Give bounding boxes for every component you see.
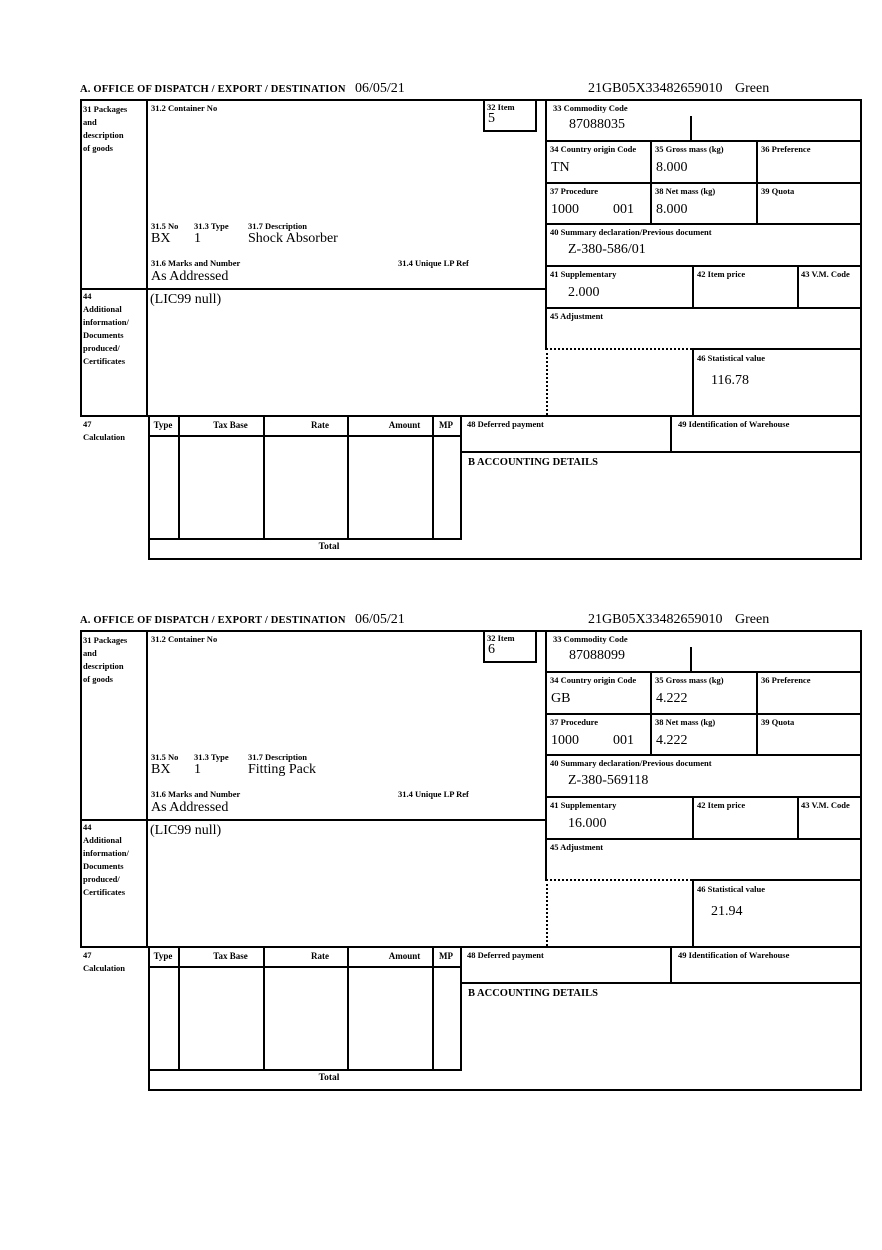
marks-numbers-value: As Addressed — [151, 800, 229, 815]
box44-label: information/ — [83, 317, 129, 327]
accounting-details-label: B ACCOUNTING DETAILS — [468, 988, 598, 999]
divider-line — [347, 946, 349, 1069]
box44-label: Documents — [83, 330, 124, 340]
divider-line — [483, 630, 485, 663]
item-price-label: 42 Item price — [697, 269, 746, 279]
divider-line — [148, 558, 862, 560]
divider-line — [797, 265, 799, 307]
office-of-dispatch-label: A. OFFICE OF DISPATCH / EXPORT / DESTINATION — [80, 615, 346, 626]
divider-line — [535, 630, 537, 663]
commodity-code-separator-line — [690, 647, 692, 671]
description-label: 31.7 Description — [248, 752, 308, 762]
box44-label: information/ — [83, 848, 129, 858]
supplementary-label: 41 Supplementary — [550, 800, 617, 810]
divider-line — [148, 946, 150, 1089]
net-mass-value: 4.222 — [656, 733, 688, 748]
supplementary-value: 16.000 — [568, 816, 607, 831]
divider-line — [545, 796, 862, 798]
divider-line — [460, 415, 462, 538]
warehouse-id-label: 49 Identification of Warehouse — [678, 950, 790, 960]
divider-line — [545, 713, 862, 715]
divider-line — [80, 99, 862, 101]
package-type-value: 1 — [194, 762, 201, 777]
routing-indicator: Green — [735, 81, 770, 96]
package-no-value: BX — [151, 762, 171, 777]
divider-line — [178, 415, 180, 538]
divider-line — [347, 415, 349, 538]
divider-line — [535, 99, 537, 132]
box31-label: and — [83, 648, 97, 658]
item-label: 32 Item — [487, 633, 515, 643]
divider-line — [432, 415, 434, 538]
col-header-amount: Amount — [388, 420, 421, 430]
net-mass-label: 38 Net mass (kg) — [655, 717, 716, 727]
divider-line — [80, 946, 862, 948]
divider-line — [460, 451, 862, 453]
previous-document-label: 40 Summary declaration/Previous document — [550, 227, 712, 237]
total-label: Total — [318, 542, 340, 552]
net-mass-label: 38 Net mass (kg) — [655, 186, 716, 196]
gross-mass-label: 35 Gross mass (kg) — [655, 144, 724, 154]
box31-label: 31 Packages — [83, 635, 128, 645]
item-number-value: 6 — [488, 642, 495, 657]
col-header-type: Type — [153, 420, 173, 430]
divider-line — [692, 265, 694, 307]
item-number-value: 5 — [488, 111, 495, 126]
divider-line — [148, 1069, 462, 1071]
dotted-divider-line — [546, 348, 548, 415]
marks-numbers-value: As Addressed — [151, 269, 229, 284]
declaration-date: 06/05/21 — [355, 81, 405, 96]
divider-line — [460, 946, 462, 1069]
divider-line — [545, 182, 862, 184]
col-header-mp: MP — [439, 951, 453, 961]
statistical-value-label: 46 Statistical value — [697, 353, 765, 363]
divider-line — [545, 671, 862, 673]
sad-form-item-6 — [80, 611, 862, 1091]
divider-line — [545, 99, 547, 350]
declaration-reference: 21GB05X33482659010 — [588, 612, 723, 627]
package-type-label: 31.3 Type — [194, 752, 229, 762]
previous-document-label: 40 Summary declaration/Previous document — [550, 758, 712, 768]
divider-line — [756, 140, 758, 223]
item-price-label: 42 Item price — [697, 800, 746, 810]
goods-description-value: Shock Absorber — [248, 231, 338, 246]
preference-label: 36 Preference — [761, 675, 811, 685]
col-header-amount: Amount — [388, 951, 421, 961]
divider-line — [860, 630, 862, 1089]
divider-line — [650, 671, 652, 754]
divider-line — [545, 838, 862, 840]
box31-label: description — [83, 661, 124, 671]
box44-label: produced/ — [83, 874, 120, 884]
container-no-label: 31.2 Container No — [151, 634, 218, 644]
divider-line — [860, 99, 862, 558]
divider-line — [483, 130, 537, 132]
dotted-divider-line — [546, 879, 548, 946]
commodity-code-value: 87088099 — [569, 648, 625, 663]
divider-line — [692, 879, 862, 881]
divider-line — [178, 946, 180, 1069]
divider-line — [460, 982, 862, 984]
goods-description-value: Fitting Pack — [248, 762, 317, 777]
total-label: Total — [318, 1073, 340, 1083]
container-no-label: 31.2 Container No — [151, 103, 218, 113]
divider-line — [650, 140, 652, 223]
gross-mass-value: 4.222 — [656, 691, 688, 706]
statistical-value: 116.78 — [711, 373, 749, 388]
col-header-rate: Rate — [311, 420, 329, 430]
divider-line — [483, 99, 485, 132]
divider-line — [756, 671, 758, 754]
box31-label: description — [83, 130, 124, 140]
statistical-value-label: 46 Statistical value — [697, 884, 765, 894]
procedure-value: 1000 — [551, 202, 579, 217]
quota-label: 39 Quota — [761, 186, 795, 196]
adjustment-label: 45 Adjustment — [550, 311, 604, 321]
marks-numbers-label: 31.6 Marks and Number — [151, 789, 241, 799]
divider-line — [692, 879, 694, 946]
divider-line — [483, 661, 537, 663]
declaration-reference: 21GB05X33482659010 — [588, 81, 723, 96]
country-origin-value: TN — [551, 160, 570, 175]
adjustment-label: 45 Adjustment — [550, 842, 604, 852]
box31-label: of goods — [83, 143, 113, 153]
divider-line — [80, 630, 862, 632]
divider-line — [263, 946, 265, 1069]
package-type-value: 1 — [194, 231, 201, 246]
box44-label: Additional — [83, 835, 122, 845]
box44-label: Certificates — [83, 887, 126, 897]
description-label: 31.7 Description — [248, 221, 308, 231]
divider-line — [692, 348, 862, 350]
divider-line — [692, 796, 694, 838]
package-no-label: 31.5 No — [151, 752, 179, 762]
quota-label: 39 Quota — [761, 717, 795, 727]
gross-mass-label: 35 Gross mass (kg) — [655, 675, 724, 685]
box44-label: produced/ — [83, 343, 120, 353]
divider-line — [80, 99, 82, 417]
divider-line — [545, 223, 862, 225]
statistical-value: 21.94 — [711, 904, 743, 919]
procedure-value: 1000 — [551, 733, 579, 748]
box31-label: and — [83, 117, 97, 127]
sad-form-item-5 — [80, 80, 862, 560]
dotted-divider-line — [546, 348, 692, 350]
divider-line — [146, 630, 148, 948]
divider-line — [148, 538, 462, 540]
net-mass-value: 8.000 — [656, 202, 688, 217]
col-header-type: Type — [153, 951, 173, 961]
deferred-payment-label: 48 Deferred payment — [467, 419, 544, 429]
office-of-dispatch-label: A. OFFICE OF DISPATCH / EXPORT / DESTINATION — [80, 84, 346, 95]
box44-label: Additional — [83, 304, 122, 314]
divider-line — [432, 946, 434, 1069]
item-label: 32 Item — [487, 102, 515, 112]
divider-line — [80, 288, 547, 290]
box47-label: Calculation — [83, 963, 126, 973]
package-no-value: BX — [151, 231, 171, 246]
col-header-mp: MP — [439, 420, 453, 430]
box44-label: Certificates — [83, 356, 126, 366]
declaration-date: 06/05/21 — [355, 612, 405, 627]
warehouse-id-label: 49 Identification of Warehouse — [678, 419, 790, 429]
box44-label: 44 — [83, 291, 92, 301]
divider-line — [80, 415, 862, 417]
deferred-payment-label: 48 Deferred payment — [467, 950, 544, 960]
procedure-label: 37 Procedure — [550, 186, 599, 196]
vm-code-label: 43 V.M. Code — [801, 800, 850, 810]
country-origin-value: GB — [551, 691, 571, 706]
divider-line — [797, 796, 799, 838]
unique-lp-ref-label: 31.4 Unique LP Ref — [398, 789, 469, 799]
previous-document-value: Z-380-586/01 — [568, 242, 646, 257]
divider-line — [148, 415, 150, 558]
divider-line — [545, 630, 547, 881]
col-header-tax-base: Tax Base — [213, 420, 248, 430]
box47-label: 47 — [83, 419, 92, 429]
divider-line — [545, 265, 862, 267]
divider-line — [148, 1089, 862, 1091]
routing-indicator: Green — [735, 612, 770, 627]
accounting-details-label: B ACCOUNTING DETAILS — [468, 457, 598, 468]
preference-label: 36 Preference — [761, 144, 811, 154]
divider-line — [148, 435, 462, 437]
marks-numbers-label: 31.6 Marks and Number — [151, 258, 241, 268]
package-no-label: 31.5 No — [151, 221, 179, 231]
divider-line — [670, 946, 672, 982]
commodity-code-label: 33 Commodity Code — [553, 103, 628, 113]
divider-line — [545, 754, 862, 756]
package-type-label: 31.3 Type — [194, 221, 229, 231]
commodity-code-separator-line — [690, 116, 692, 140]
divider-line — [148, 966, 462, 968]
unique-lp-ref-label: 31.4 Unique LP Ref — [398, 258, 469, 268]
additional-info-value: (LIC99 null) — [150, 292, 222, 307]
procedure-label: 37 Procedure — [550, 717, 599, 727]
divider-line — [80, 630, 82, 948]
divider-line — [545, 140, 862, 142]
procedure-extra-value: 001 — [613, 733, 634, 748]
box47-label: Calculation — [83, 432, 126, 442]
box44-label: 44 — [83, 822, 92, 832]
supplementary-label: 41 Supplementary — [550, 269, 617, 279]
gross-mass-value: 8.000 — [656, 160, 688, 175]
previous-document-value: Z-380-569118 — [568, 773, 649, 788]
divider-line — [146, 99, 148, 417]
additional-info-value: (LIC99 null) — [150, 823, 222, 838]
vm-code-label: 43 V.M. Code — [801, 269, 850, 279]
divider-line — [670, 415, 672, 451]
dotted-divider-line — [546, 879, 692, 881]
supplementary-value: 2.000 — [568, 285, 600, 300]
box47-label: 47 — [83, 950, 92, 960]
country-origin-label: 34 Country origin Code — [550, 675, 637, 685]
col-header-tax-base: Tax Base — [213, 951, 248, 961]
box44-label: Documents — [83, 861, 124, 871]
divider-line — [692, 348, 694, 415]
col-header-rate: Rate — [311, 951, 329, 961]
box31-label: 31 Packages — [83, 104, 128, 114]
divider-line — [263, 415, 265, 538]
country-origin-label: 34 Country origin Code — [550, 144, 637, 154]
commodity-code-label: 33 Commodity Code — [553, 634, 628, 644]
divider-line — [80, 819, 547, 821]
commodity-code-value: 87088035 — [569, 117, 625, 132]
divider-line — [545, 307, 862, 309]
procedure-extra-value: 001 — [613, 202, 634, 217]
box31-label: of goods — [83, 674, 113, 684]
